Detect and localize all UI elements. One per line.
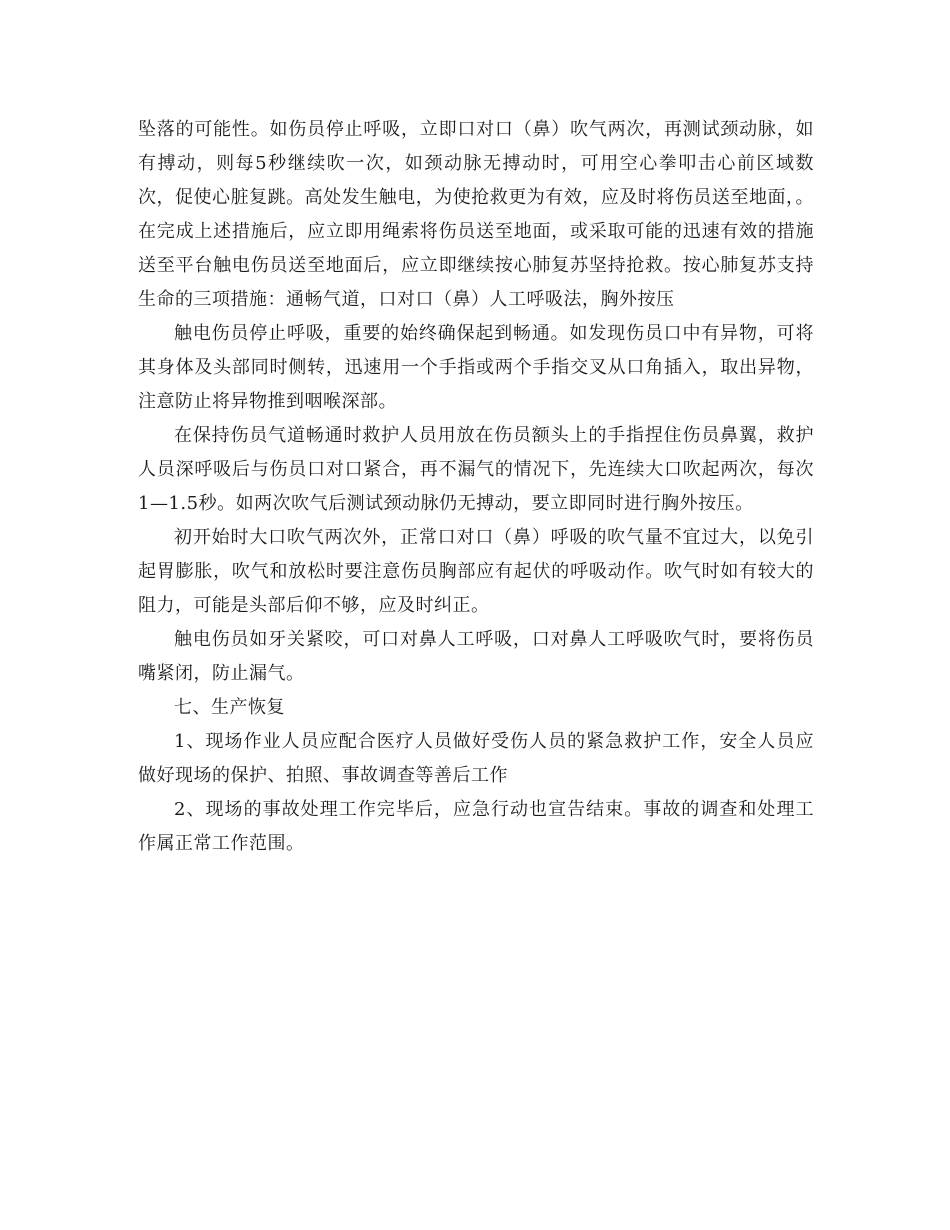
paragraph-airway-clearing: 触电伤员停止呼吸，重要的始终确保起到畅通。如发现伤员口中有异物，可将其身体及头部同时侧转，迅速用一个手指或两个手指交叉从口角插入，取出异物，注意防止将异物推到咽喉深部。	[138, 323, 814, 412]
paragraph-mouth-to-mouth: 在保持伤员气道畅通时救护人员用放在伤员额头上的手指捏住伤员鼻翼，救护人员深呼吸后与伤员口对口紧合，再不漏气的情况下，先连续大口吹起两次，每次1—1.5秒。如两次吹气后测试颈动脉仍无搏动，要立即同时进行胸外按压。	[138, 425, 814, 514]
paragraph-recovery-item-1: 1、现场作业人员应配合医疗人员做好受伤人员的紧急救护工作，安全人员应做好现场的保护、拍照、事故调查等善后工作	[138, 731, 814, 786]
paragraph-recovery-item-2: 2、现场的事故处理工作完毕后，应急行动也宣告结束。事故的调查和处理工作属正常工作范围。	[138, 799, 814, 854]
document-page	[138, 113, 814, 861]
section-heading-production-recovery: 七、生产恢复	[174, 697, 285, 718]
paragraph-mouth-to-nose: 触电伤员如牙关紧咬，可口对鼻人工呼吸，口对鼻人工呼吸吹气时，要将伤员嘴紧闭，防止漏气。	[138, 629, 814, 684]
paragraph-rescue-breathing-continued: 坠落的可能性。如伤员停止呼吸，立即口对口（鼻）吹气两次，再测试颈动脉，如有搏动，则每5秒继续吹一次，如颈动脉无搏动时，可用空心拳叩击心前区域数次，促使心脏复跳。高处发生触电，为使抢救更为有效，应及时将伤员送至地面，。在完成上述措施后，应立即用绳索将伤员送至地面，或采取可能的迅速有效的措施送至平台触电伤员送至地面后，应立即继续按心肺复苏坚持抢救。按心肺复苏支持生命的三项措施：通畅气道，口对口（鼻）人工呼吸法，胸外按压	[138, 119, 814, 310]
paragraph-breathing-volume: 初开始时大口吹气两次外，正常口对口（鼻）呼吸的吹气量不宜过大，以免引起胃膨胀，吹气和放松时要注意伤员胸部应有起伏的呼吸动作。吹气时如有较大的阻力，可能是头部后仰不够，应及时纠正。	[138, 527, 814, 616]
